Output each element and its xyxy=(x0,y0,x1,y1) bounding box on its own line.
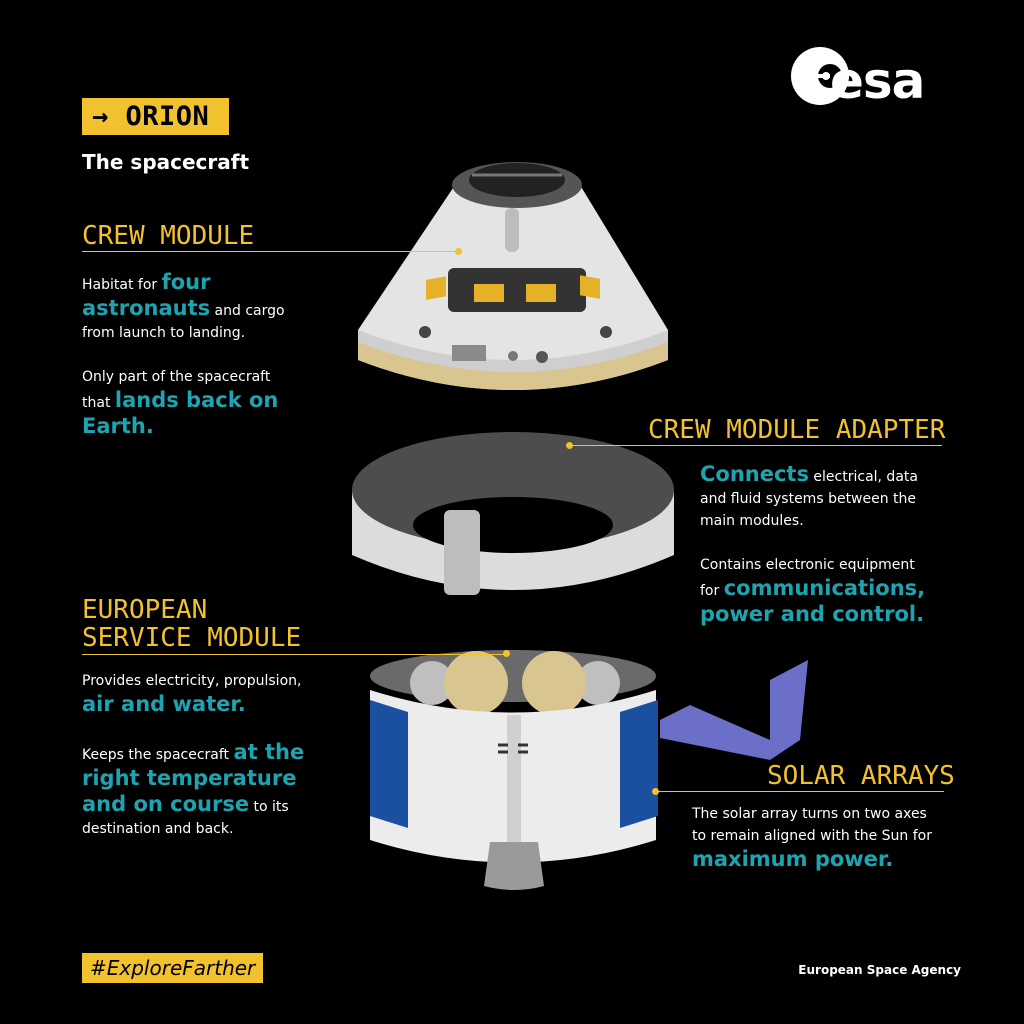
crew-module-leader-line xyxy=(82,251,457,252)
page-subtitle: The spacecraft xyxy=(82,150,250,174)
service-module-body xyxy=(370,650,658,890)
adapter-leader-line xyxy=(570,445,942,446)
crew-module-description: Habitat for four astronauts and cargo from launch to landing. Only part of the spacecraft that lands back on Earth. xyxy=(82,270,285,438)
esa-logo-text: esa xyxy=(830,52,925,110)
agency-name: European Space Agency xyxy=(798,963,961,977)
solar-arrays-heading: SOLAR ARRAYS xyxy=(767,761,955,791)
arrow-right-icon: → xyxy=(92,101,109,132)
solar-arrays-description: The solar array turns on two axes to remain aligned with the Sun for maximum power. xyxy=(692,806,932,871)
crew-module-capsule xyxy=(358,162,668,390)
solar-array-panel xyxy=(660,660,808,760)
crew-module-pointer-dot xyxy=(455,248,462,255)
adapter-heading: CREW MODULE ADAPTER xyxy=(648,415,946,445)
badge-label: ORION xyxy=(125,101,210,132)
crew-module-heading: CREW MODULE xyxy=(82,221,255,251)
service-module-pointer-dot xyxy=(503,650,510,657)
solar-arrays-pointer-dot xyxy=(652,788,659,795)
service-module-description: Provides electricity, propulsion, air and water. Keeps the spacecraft at the right temperature and on course to its destination and back. xyxy=(82,673,305,837)
solar-arrays-leader-line xyxy=(656,791,944,792)
service-module-leader-line xyxy=(82,654,507,655)
hashtag-badge: #ExploreFarther xyxy=(82,953,263,983)
adapter-pointer-dot xyxy=(566,442,573,449)
adapter-description: Connects electrical, data and fluid systems between the main modules. Contains electronic equipment for communications, power and control. xyxy=(700,462,926,626)
service-module-heading: EUROPEAN SERVICE MODULE xyxy=(82,595,302,653)
crew-module-adapter-ring xyxy=(352,432,674,595)
